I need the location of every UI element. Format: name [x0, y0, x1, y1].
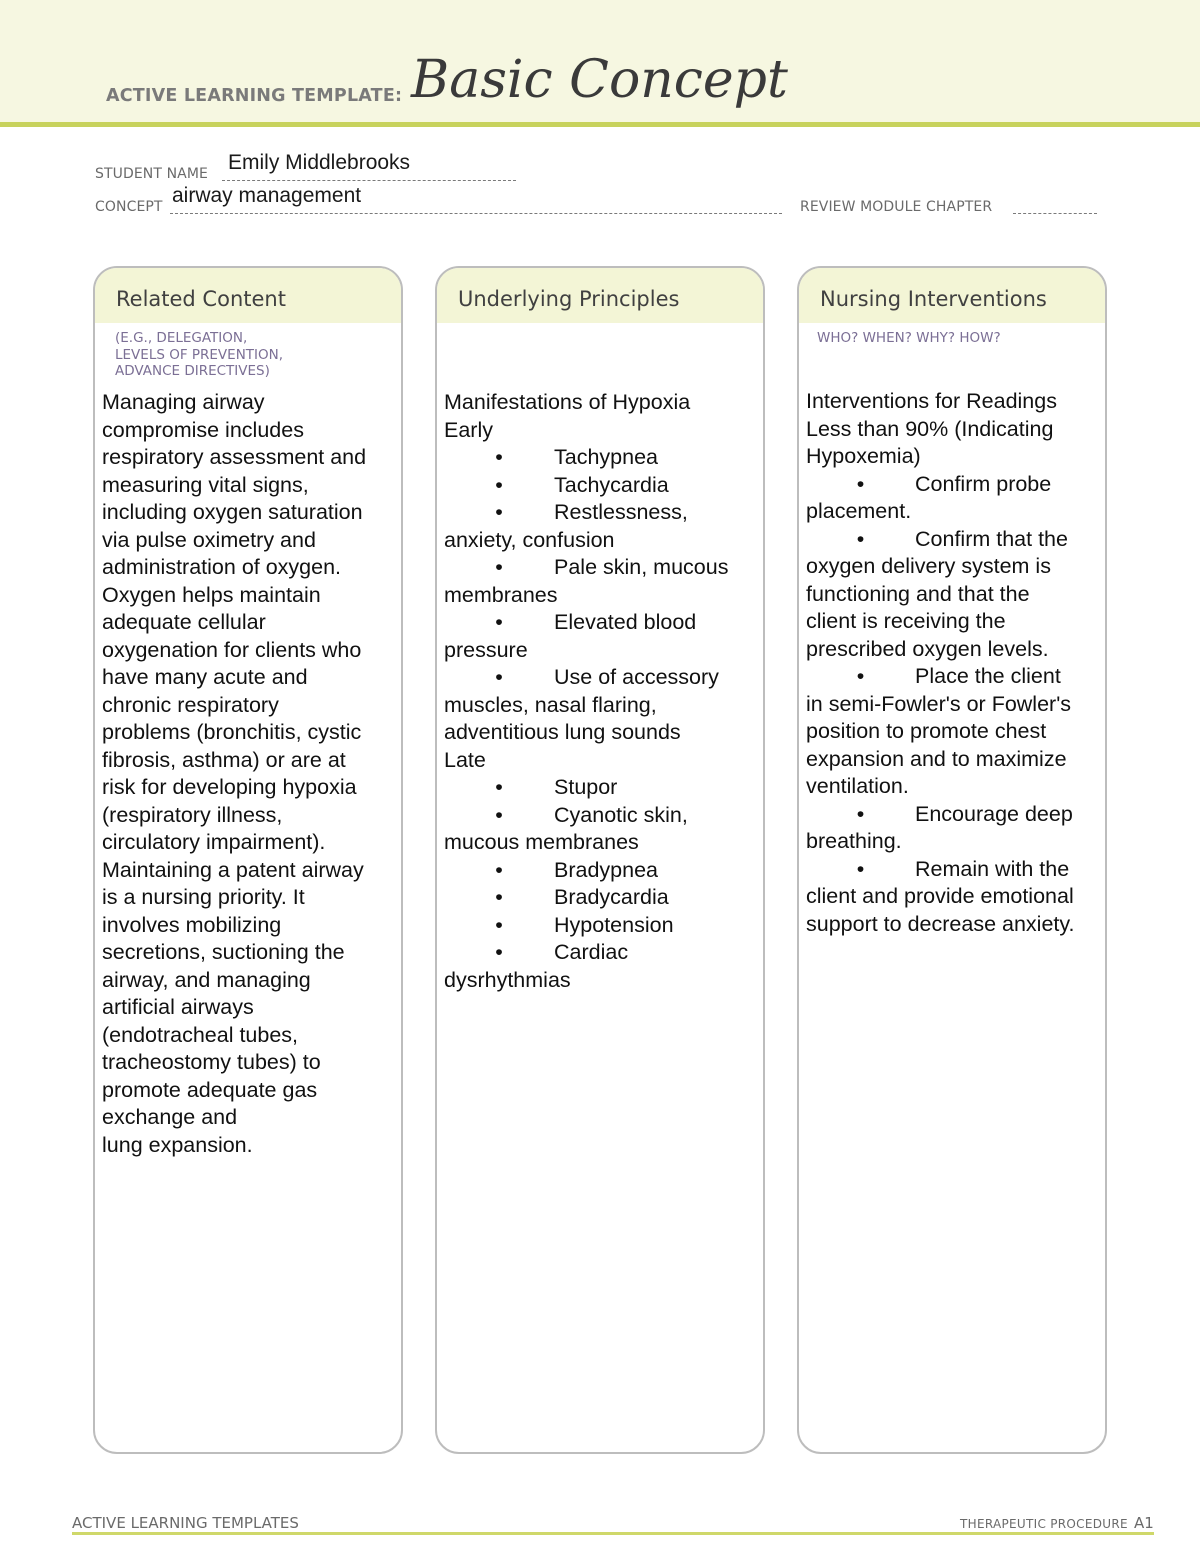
bullet: • — [495, 940, 503, 964]
body-line: Early — [444, 417, 493, 442]
bullet-item: • Cardiac — [444, 939, 728, 967]
body-line: pressure — [444, 637, 528, 662]
bullet-item: • Tachycardia — [444, 472, 728, 500]
body-line: Manifestations of Hypoxia — [444, 390, 691, 414]
body-line: (respiratory illness, — [102, 802, 283, 827]
nursing-interventions-card — [797, 266, 1107, 1454]
nursing-interventions-title: Nursing Interventions — [799, 268, 1105, 323]
bullet: • — [856, 471, 865, 496]
body-line: Managing airway — [102, 390, 265, 414]
footer-rule — [72, 1532, 1154, 1535]
bullet-item: • Tachypnea — [444, 444, 728, 472]
bullet: • — [495, 472, 503, 497]
body-line: lung expansion. — [102, 1132, 253, 1157]
bullet-item: • Bradycardia — [444, 884, 728, 912]
body-line: risk for developing hypoxia — [102, 775, 357, 799]
related-content-body[interactable] — [102, 389, 366, 1159]
bullet: • — [495, 775, 503, 799]
student-name-label: STUDENT NAME — [95, 166, 208, 182]
body-line: have many acute and — [102, 665, 308, 689]
body-line: including oxygen saturation — [102, 500, 363, 524]
bullet: • — [495, 445, 503, 469]
body-line: Hypoxemia) — [806, 444, 921, 468]
body-line: client and provide emotional — [806, 884, 1074, 908]
concept-field[interactable]: airway management — [172, 184, 362, 207]
bullet: • — [495, 885, 503, 909]
body-line: functioning and that the — [806, 581, 1030, 606]
body-line: tracheostomy tubes) to — [102, 1050, 321, 1074]
body-line: fibrosis, asthma) or are at — [102, 747, 346, 772]
body-line: Late — [444, 747, 486, 772]
review-module-label: REVIEW MODULE CHAPTER — [800, 199, 993, 215]
bullet: • — [495, 555, 503, 579]
template-label: ACTIVE LEARNING TEMPLATE: — [106, 86, 403, 106]
bullet: • — [495, 857, 503, 882]
body-line: secretions, suctioning the — [102, 940, 345, 964]
body-line: ventilation. — [806, 774, 909, 798]
nursing-interventions-subtitle: WHO? WHEN? WHY? HOW? — [817, 330, 1001, 346]
body-line: Oxygen helps maintain — [102, 582, 321, 607]
body-line: in semi-Fowler's or Fowler's — [806, 691, 1072, 716]
bullet-item: • Restlessness, — [444, 499, 728, 527]
bullet-item: • Elevated blood — [444, 609, 728, 637]
body-line: adequate cellular — [102, 610, 266, 634]
body-line: chronic respiratory — [102, 692, 279, 717]
body-line: breathing. — [806, 829, 902, 853]
body-line: expansion and to maximize — [806, 746, 1067, 771]
student-name-field[interactable]: Emily Middlebrooks — [228, 151, 411, 174]
body-line: administration of oxygen. — [102, 555, 342, 579]
bullet-item: • Use of accessory — [444, 664, 728, 692]
related-content-card — [93, 266, 403, 1454]
body-line: adventitious lung sounds — [444, 720, 681, 744]
body-line: involves mobilizing — [102, 912, 282, 937]
footer-code: A1 — [1134, 1514, 1154, 1532]
bullet-item: • Bradypnea — [444, 857, 728, 885]
bullet: • — [856, 664, 865, 688]
body-line: oxygenation for clients who — [102, 637, 362, 662]
bullet: • — [495, 500, 503, 524]
body-line: dysrhythmias — [444, 967, 571, 992]
body-line: compromise includes — [102, 417, 304, 442]
bullet: • — [495, 610, 503, 634]
bullet-item: • Cyanotic skin, — [444, 802, 728, 830]
body-line: artificial airways — [102, 995, 254, 1019]
body-line: circulatory impairment). — [102, 830, 326, 854]
body-line: muscles, nasal flaring, — [444, 692, 657, 717]
template-title: Basic Concept — [411, 50, 788, 110]
body-line: Interventions for Readings — [806, 389, 1057, 413]
body-line: respiratory assessment and — [102, 445, 367, 469]
bullet: • — [856, 856, 865, 881]
bullet-item: • Confirm probe — [806, 471, 1075, 499]
body-line: membranes — [444, 582, 558, 607]
body-line: prescribed oxygen levels. — [806, 636, 1049, 661]
body-line: exchange and — [102, 1105, 238, 1129]
body-line: support to decrease anxiety. — [806, 911, 1075, 936]
bullet: • — [495, 912, 503, 937]
bullet-item: • Hypotension — [444, 912, 728, 940]
body-line: via pulse oximetry and — [102, 527, 316, 552]
body-line: oxygen delivery system is — [806, 554, 1051, 578]
body-line: problems (bronchitis, cystic — [102, 720, 362, 744]
underlying-principles-body[interactable] — [444, 389, 728, 994]
student-name-line — [222, 180, 516, 181]
body-line: position to promote chest — [806, 719, 1047, 743]
nursing-interventions-body[interactable] — [806, 388, 1075, 938]
concept-label: CONCEPT — [95, 199, 163, 215]
bullet-item: • Confirm that the — [806, 526, 1075, 554]
header-rule — [0, 122, 1200, 127]
body-line: placement. — [806, 499, 912, 523]
underlying-principles-title: Underlying Principles — [437, 268, 763, 323]
body-line: (endotracheal tubes, — [102, 1022, 299, 1047]
body-line: Less than 90% (Indicating — [806, 416, 1054, 441]
bullet: • — [856, 801, 865, 826]
body-line: Maintaining a patent airway — [102, 857, 364, 882]
underlying-principles-card — [435, 266, 765, 1454]
related-content-title: Related Content — [95, 268, 401, 323]
bullet: • — [495, 802, 503, 827]
body-line: is a nursing priority. It — [102, 885, 305, 909]
body-line: client is receiving the — [806, 609, 1006, 633]
bullet: • — [856, 526, 865, 551]
footer-left-label: ACTIVE LEARNING TEMPLATES — [72, 1514, 299, 1532]
body-line: anxiety, confusion — [444, 527, 615, 552]
body-line: measuring vital signs, — [102, 472, 309, 497]
bullet: • — [495, 665, 503, 689]
bullet-item: • Remain with the — [806, 856, 1075, 884]
review-module-field[interactable] — [1013, 213, 1097, 214]
related-content-subtitle: (E.G., DELEGATION, LEVELS OF PREVENTION, ADVANCE DIRECTIVES) — [115, 330, 284, 379]
bullet-item: • Stupor — [444, 774, 728, 802]
body-line: mucous membranes — [444, 830, 639, 854]
bullet-item: • Pale skin, mucous — [444, 554, 728, 582]
bullet-item: • Encourage deep — [806, 801, 1075, 829]
concept-line — [170, 213, 782, 214]
body-line: airway, and managing — [102, 967, 311, 992]
bullet-item: • Place the client — [806, 663, 1075, 691]
footer-right-label: THERAPEUTIC PROCEDURE — [960, 1517, 1128, 1531]
body-line: promote adequate gas — [102, 1077, 318, 1102]
